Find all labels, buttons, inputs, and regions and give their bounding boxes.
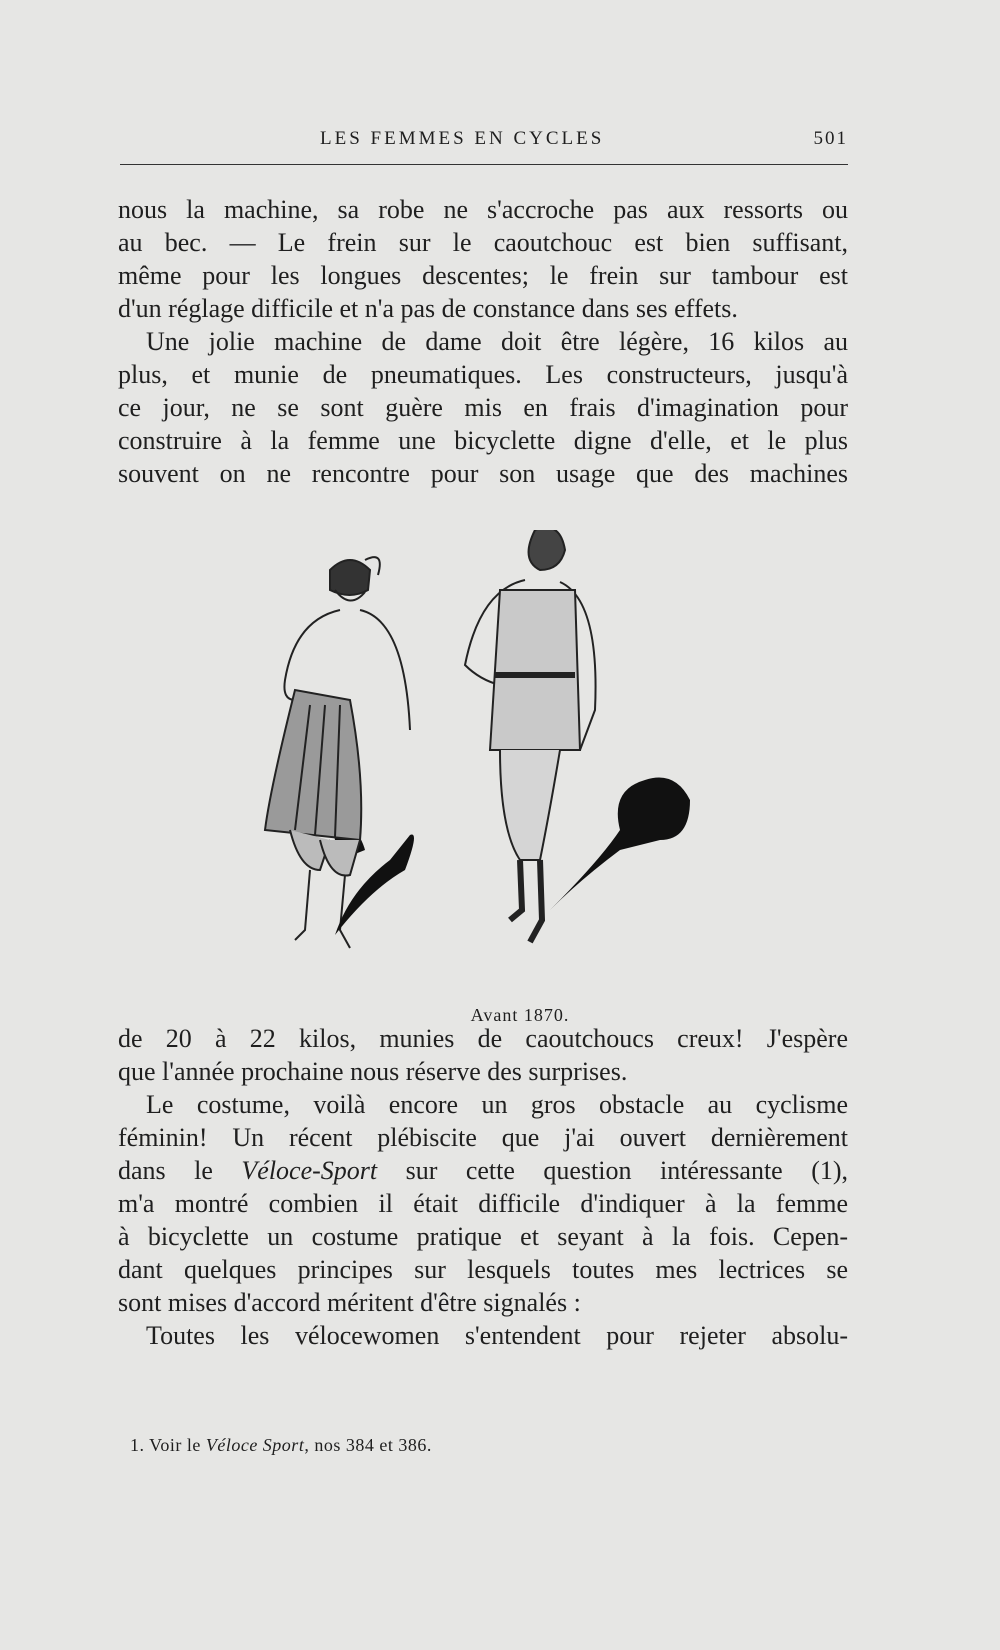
text-line: féminin! Un récent plébiscite que j'ai ouvert dernièrement xyxy=(118,1123,848,1152)
figure-caption: Avant 1870. xyxy=(470,1005,570,1025)
text-line xyxy=(118,1154,848,1187)
woman-in-skirt-figure xyxy=(265,557,410,948)
text-block-top xyxy=(118,193,848,490)
text-line: que l'année prochaine nous réserve des surprises. xyxy=(118,1057,628,1086)
running-title: LES FEMMES EN CYCLES xyxy=(320,128,605,149)
text-line: m'a montré combien il était difficile d'indiquer à la femme xyxy=(118,1189,848,1218)
text-line: sont mises d'accord méritent d'être signalés : xyxy=(118,1288,581,1317)
text-line: d'un réglage difficile et n'a pas de constance dans ses effets. xyxy=(118,294,738,323)
text-line: ce jour, ne se sont guère mis en frais d'imagination pour xyxy=(118,393,848,422)
text-block-bottom xyxy=(118,1022,848,1352)
footnote-marker: 1. Voir le xyxy=(130,1435,206,1455)
text-line: même pour les longues descentes; le frein sur tambour est xyxy=(118,261,848,290)
text-line: nous la machine, sa robe ne s'accroche pas aux ressorts ou xyxy=(118,195,848,224)
text-line: construire à la femme une bicyclette digne d'elle, et le plus xyxy=(118,426,848,455)
text-line: Le costume, voilà encore un gros obstacle au cyclisme xyxy=(146,1090,848,1119)
text-line: au bec. — Le frein sur le caoutchouc est bien suffisant, xyxy=(118,228,848,257)
text-line: dant quelques principes sur lesquels toutes mes lectrices se xyxy=(118,1255,848,1284)
fashion-illustration xyxy=(200,530,760,1000)
text-fragment: dans le xyxy=(118,1156,242,1185)
text-line: Une jolie machine de dame doit être légère, 16 kilos au xyxy=(146,327,848,356)
journal-title: Véloce-Sport xyxy=(241,1156,378,1185)
footnote-rest: , nos 384 et 386. xyxy=(304,1435,432,1455)
text-line: à bicyclette un costume pratique et seyant à la fois. Cepen- xyxy=(118,1222,848,1251)
header-rule xyxy=(120,164,848,165)
woman-in-jacket-figure xyxy=(465,530,596,942)
page-header xyxy=(120,128,848,158)
footnote xyxy=(130,1435,830,1456)
text-line: plus, et munie de pneumatiques. Les constructeurs, jusqu'à xyxy=(118,360,848,389)
text-fragment: sur cette question intéressante (1), xyxy=(377,1156,849,1185)
text-line: Toutes les vélocewomen s'entendent pour rejeter absolu- xyxy=(146,1321,848,1350)
footnote-source: Véloce Sport xyxy=(205,1435,305,1455)
text-line: souvent on ne rencontre pour son usage que des machines xyxy=(118,459,848,488)
page-number: 501 xyxy=(813,128,848,149)
text-line: de 20 à 22 kilos, munies de caoutchoucs creux! J'espère xyxy=(118,1024,848,1053)
shadow-right xyxy=(550,778,690,911)
